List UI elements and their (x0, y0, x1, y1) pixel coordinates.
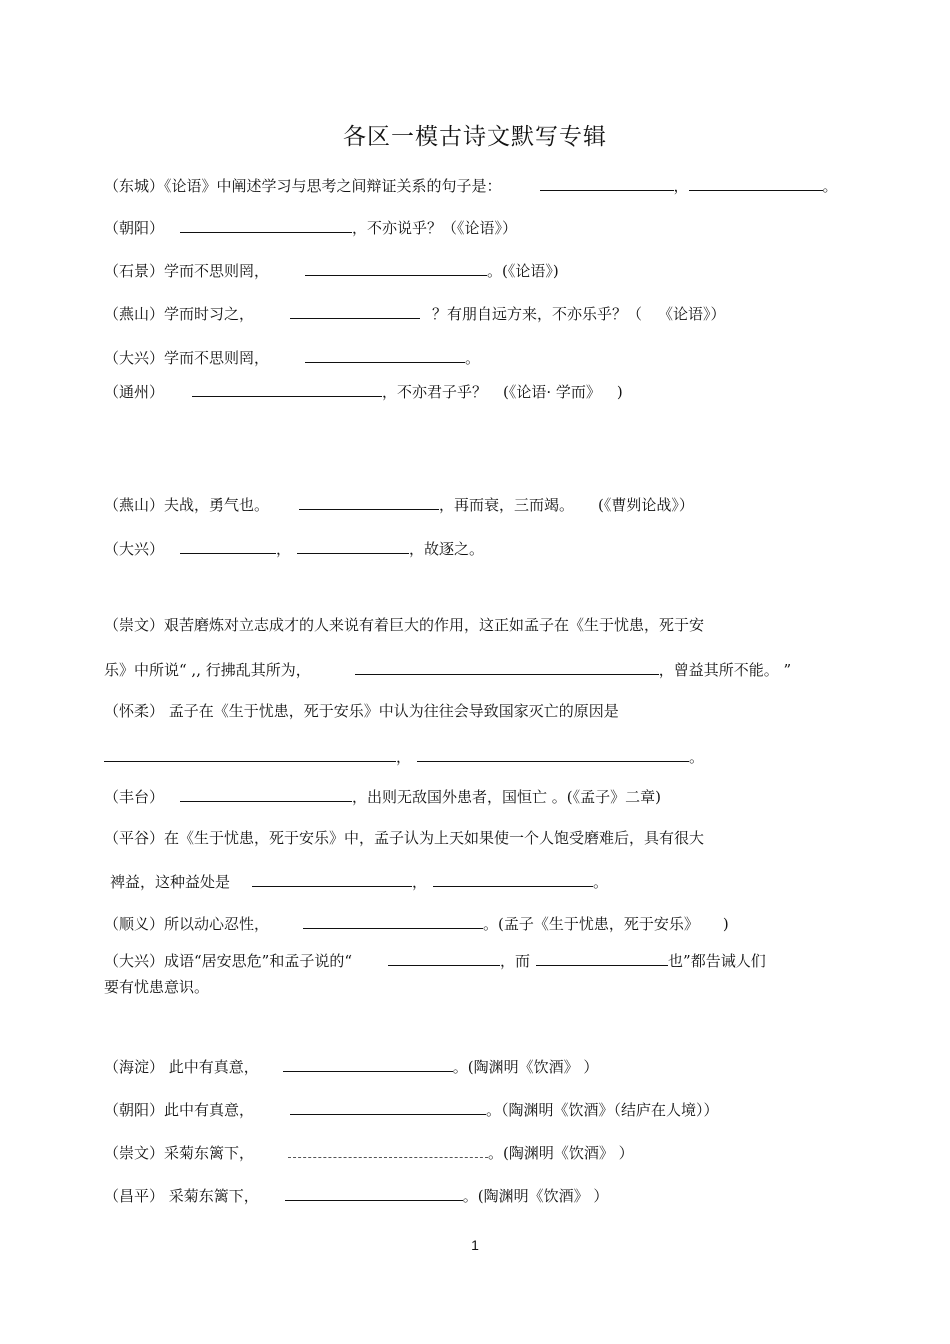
question-chaoyang: （朝阳） ，不亦说乎？（《论语》） (104, 215, 517, 239)
question-huairou: （怀柔） 孟子在《生于忧患，死于安乐》中认为往往会导致国家灭亡的原因是 (104, 702, 619, 720)
answer-blank[interactable] (299, 492, 439, 510)
answer-blank[interactable] (180, 536, 276, 554)
answer-blank[interactable] (252, 869, 412, 887)
answer-blank[interactable] (540, 173, 674, 191)
question-yanshan: （燕山）学而时习之， ？有朋自远方来，不亦乐乎？（ 《论语》） (104, 301, 726, 325)
answer-blank[interactable] (290, 1097, 486, 1115)
answer-blank[interactable] (290, 301, 420, 319)
answer-blank[interactable] (283, 1054, 453, 1072)
question-chongwen-cont: 乐》中所说“ ,, 行拂乱其所为， ，曾益其所不能。 ” (104, 657, 791, 681)
question-chaoyang-2: （朝阳）此中有真意， 。（陶渊明《饮酒》（结庐在人境）） (104, 1097, 719, 1121)
question-changping: （昌平） 采菊东篱下， 。(陶渊明《饮酒》 ） (104, 1183, 608, 1207)
answer-blank[interactable] (180, 215, 352, 233)
question-pinggu: （平谷）在《生于忧患，死于安乐》中，孟子认为上天如果使一个人饱受磨难后，具有很大 (104, 829, 705, 847)
question-daxing-3-cont: 要有忧患意识。 (104, 978, 210, 996)
answer-blank[interactable] (285, 1183, 463, 1201)
answer-blank[interactable] (305, 345, 465, 363)
answer-blank[interactable] (303, 911, 483, 929)
question-chongwen: （崇文）艰苦磨炼对立志成才的人来说有着巨大的作用，这正如孟子在《生于忧患，死于安 (104, 616, 705, 634)
answer-blank[interactable] (104, 744, 396, 762)
answer-blank[interactable] (297, 536, 409, 554)
answer-blank[interactable] (192, 379, 382, 397)
answer-blank[interactable] (433, 869, 593, 887)
question-shunyi: （顺义）所以动心忍性， 。(孟子《生于忧患，死于安乐》 ) (104, 911, 729, 935)
question-daxing-2: （大兴） ， ，故逐之。 (104, 536, 484, 560)
question-dongcheng: （东城）《论语》中阐述学习与思考之间辩证关系的句子是： ， 。 (104, 173, 838, 197)
answer-blank[interactable] (305, 258, 487, 276)
answer-blank[interactable] (355, 657, 659, 675)
answer-blank[interactable] (388, 948, 500, 966)
page-title: 各区一模古诗文默写专辑 (343, 124, 607, 150)
answer-blank[interactable] (417, 744, 689, 762)
question-shijing: （石景）学而不思则罔， 。(《论语》) (104, 258, 559, 282)
question-chongwen-2: （崇文）采菊东篱下， 。(陶渊明《饮酒》 ） (104, 1140, 634, 1164)
page-number: 1 (471, 1237, 479, 1253)
answer-blank[interactable] (689, 173, 823, 191)
question-haidian: （海淀） 此中有真意， 。(陶渊明《饮酒》 ） (104, 1054, 598, 1078)
question-yanshan-2: （燕山）夫战，勇气也。 ，再而衰，三而竭。 (《曹刿论战》） (104, 492, 694, 516)
question-huairou-cont: ， 。 (104, 744, 704, 768)
answer-blank[interactable] (288, 1140, 488, 1158)
question-daxing: （大兴）学而不思则罔， 。 (104, 345, 480, 369)
answer-blank[interactable] (536, 948, 668, 966)
question-tongzhou: （通州） ，不亦君子乎？ (《论语· 学而》 ) (104, 379, 623, 403)
question-pinggu-cont: 裨益，这种益处是 ， 。 (110, 869, 608, 893)
question-daxing-3: （大兴）成语“居安思危”和孟子说的“ ，而 也”都告诫人们 (104, 948, 766, 972)
question-fengtai: （丰台） ，出则无敌国外患者，国恒亡 。(《孟子》二章) (104, 784, 661, 808)
answer-blank[interactable] (180, 784, 352, 802)
